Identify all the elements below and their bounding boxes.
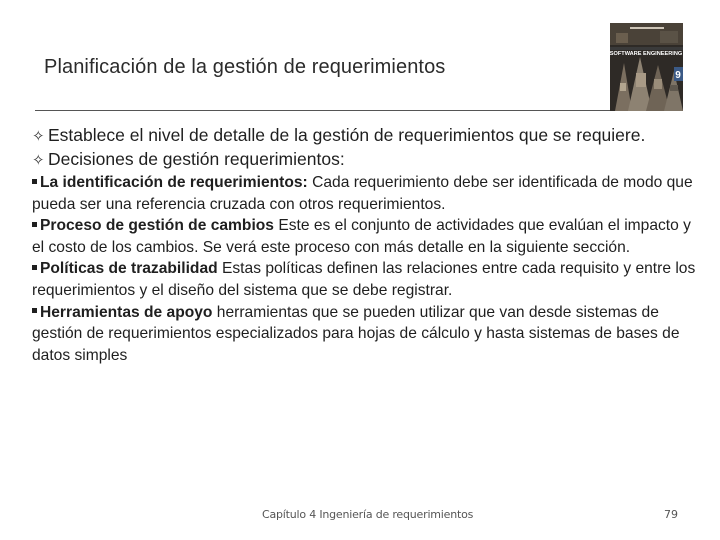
- sub-item-term: Herramientas de apoyo: [40, 303, 213, 321]
- square-bullet-icon: [32, 308, 37, 313]
- sub-item: [32, 302, 704, 367]
- square-bullet-icon: [32, 222, 37, 227]
- four-point-star-icon: ✧: [32, 152, 45, 169]
- cover-title: SOFTWARE ENGINEERING: [610, 51, 683, 57]
- sub-item-text: Estas políticas definen las relaciones entre cada requisito y entre los requerimientos y el diseño del sistema que se debe registrar.: [32, 260, 696, 299]
- sub-item: [32, 215, 704, 258]
- book-cover-image: [610, 23, 683, 111]
- cover-edition: 9: [675, 70, 681, 81]
- sub-item-term: La identificación de requerimientos:: [40, 174, 308, 191]
- slide-title: Planificación de la gestión de requerimientos: [44, 56, 446, 78]
- bullet-item: [32, 124, 704, 148]
- bullet-text: Establece el nivel de detalle de la gestión de requerimientos que se requiere.: [48, 125, 646, 145]
- square-bullet-icon: [32, 179, 37, 184]
- slide-content: [32, 124, 704, 366]
- footer-chapter: Capítulo 4 Ingeniería de requerimientos: [262, 508, 474, 521]
- sub-item: [32, 172, 704, 215]
- sub-item: [32, 258, 704, 301]
- page-number: 79: [664, 508, 678, 521]
- sub-item-term: Políticas de trazabilidad: [40, 260, 218, 278]
- four-point-star-icon: ✧: [32, 128, 45, 145]
- square-bullet-icon: [32, 265, 37, 270]
- sub-item-text: herramientas que se pueden utilizar que van desde sistemas de gestión de requerimientos especializados para hojas de cálculo y hasta sistemas de bases de datos simples: [32, 303, 680, 364]
- title-divider: [35, 110, 615, 111]
- book-cover-art: [610, 23, 683, 111]
- bullet-item: [32, 148, 704, 172]
- bullet-text: Decisiones de gestión requerimientos:: [48, 149, 345, 169]
- sub-item-term: Proceso de gestión de cambios: [40, 217, 274, 235]
- sub-item-text: Este es el conjunto de actividades que evalúan el impacto y el costo de los cambios. Se verá este proceso con más detalle en la siguiente sección.: [32, 217, 691, 256]
- sub-item-text: Cada requerimiento debe ser identificada de modo que pueda ser una referencia cruzada con otros requerimientos.: [32, 174, 693, 213]
